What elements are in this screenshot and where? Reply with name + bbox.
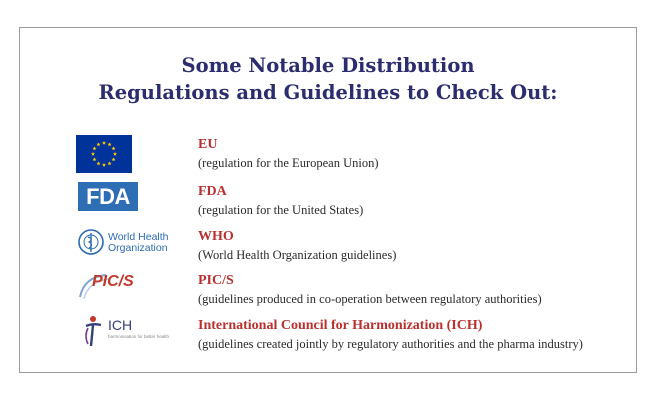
item-description: (regulation for the United States) — [198, 203, 364, 217]
item-description: (guidelines created jointly by regulatory authorities and the pharma industry) — [198, 337, 583, 351]
list-item-pics — [20, 271, 636, 315]
pics-logo-icon — [76, 271, 146, 303]
list-item-fda — [20, 182, 636, 226]
who-logo-line-2: Organization — [108, 242, 168, 254]
item-label: FDA — [198, 184, 227, 199]
item-label: PIC/S — [198, 273, 234, 288]
eu-flag-icon — [76, 135, 132, 173]
fda-logo-text: FDA — [86, 184, 130, 209]
fda-logo-icon — [78, 182, 138, 211]
list-item-who — [20, 227, 636, 271]
list-item-eu — [20, 135, 636, 179]
ich-logo-subtext: harmonisation for better health — [108, 334, 170, 339]
ich-logo-icon — [82, 314, 192, 348]
item-label: International Council for Harmonization (ICH) — [198, 318, 483, 333]
ich-figure-icon — [82, 314, 108, 348]
who-logo-icon — [76, 227, 176, 257]
page-title — [20, 52, 636, 106]
who-emblem-icon — [76, 227, 106, 257]
item-label: EU — [198, 137, 218, 152]
list-item-ich — [20, 316, 636, 360]
title-line-1: Some Notable Distribution — [181, 54, 475, 77]
who-logo-line-1: World Health — [108, 231, 169, 243]
item-description: (guidelines produced in co-operation between regulatory authorities) — [198, 292, 542, 306]
pics-logo-text: PIC/S — [92, 273, 134, 290]
item-label: WHO — [198, 229, 234, 244]
content-panel — [19, 27, 637, 373]
item-description: (regulation for the European Union) — [198, 156, 379, 170]
item-description: (World Health Organization guidelines) — [198, 248, 397, 262]
ich-logo-text: ICH — [108, 317, 133, 333]
title-line-2: Regulations and Guidelines to Check Out: — [98, 81, 558, 104]
